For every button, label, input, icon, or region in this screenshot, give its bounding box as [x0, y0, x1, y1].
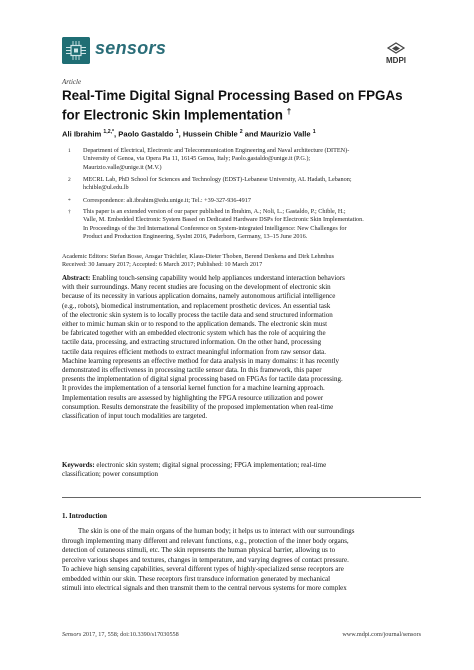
affiliation-mark: 2	[68, 177, 71, 183]
journal-logo	[62, 37, 90, 64]
abstract-line: (e.g., robots), biomedical instrumentation, and replacement prosthetic devices. An essential task	[62, 301, 331, 310]
abstract-line: be fabricated together with an embedded electronic system which has the role of acquiring the	[62, 329, 326, 338]
abstract-line: demonstrated its effectiveness in processing tactile sensor data. In this framework, this paper	[62, 366, 322, 375]
extended-version-mark: †	[68, 209, 71, 215]
abstract-line: presents the implementation of digital signal processing based on FPGAs for tactile data processing.	[62, 375, 343, 384]
keywords-line: electronic skin system; digital signal processing; FPGA implementation; real-time	[94, 461, 327, 469]
abstract-line: tactile data, processing, and extracting structured information. On the other hand, processing	[62, 338, 322, 347]
author-affiliation-mark: 1,2,*	[103, 129, 115, 135]
abstract-line: because of its necessity in various application domains, namely autonomous artificial intelligence	[62, 292, 336, 301]
affiliation-mark: 1	[68, 148, 71, 154]
publication-dates: Received: 30 January 2017; Accepted: 6 March 2017; Published: 10 March 2017	[62, 261, 263, 269]
author-affiliation-mark: 1	[175, 129, 179, 135]
correspondence-mark: *	[68, 198, 71, 204]
author-separator: and	[242, 129, 261, 139]
abstract-line: Enabling touch-sensing capability would help appliances understand interaction behaviors	[90, 274, 345, 282]
author-name: Maurizio Valle	[260, 129, 311, 139]
citation-details: 2017, 17, 558; doi:10.3390/s17030558	[81, 631, 179, 638]
mdpi-logo-icon	[381, 42, 411, 56]
footer-url[interactable]: www.mdpi.com/journal/sensors	[342, 631, 421, 638]
author-separator: ,	[114, 129, 119, 139]
abstract	[62, 274, 422, 421]
affiliation-line: Department of Electrical, Electronic and Telecommunication Engineering and Naval architecture (DITEN)-	[83, 147, 350, 154]
affiliation-line: MECRL Lab, PhD School for Sciences and Technology (EDST)-Lebanese University, AL Hadath, Lebanon;	[83, 176, 352, 183]
body-line: detection of cutaneous stimuli, etc. The skin represents the human physical barrier, allowing us to	[62, 546, 336, 554]
note-line: Valle, M. Embedded Electronic System Based on Dedicated Hardware DSPs for Electronic Skin Implementation.	[83, 216, 364, 224]
author-affiliation-mark: 2	[239, 129, 243, 135]
abstract-label: Abstract:	[62, 274, 91, 282]
author-name: Ali Ibrahim	[62, 129, 102, 139]
body-line: stimuli into electrical signals and then transmit them to the central nervous systems for more complex	[62, 584, 347, 592]
correspondence	[83, 197, 423, 205]
correspondence-line: Correspondence: ali.ibrahim@edu.unige.it; Tel.: +39-327-936-4917	[83, 197, 251, 204]
author-affiliation-mark: 1	[312, 129, 316, 135]
body-line: embedded within our skin. These receptors first transduce information generated by mechanical	[62, 574, 331, 583]
body-line: perceive various shapes and textures, changes in temperature, and varying degrees of contact pressure.	[62, 555, 349, 564]
body-line: The skin is one of the main organs of the human body; it helps us to interact with our surroundings	[78, 527, 355, 535]
title-footnote-mark: †	[286, 107, 292, 116]
publisher-logo	[381, 42, 411, 66]
abstract-line: tactile data requires efficient methods to extract meaningful information from raw sensor data.	[62, 347, 327, 356]
abstract-line: Implementation results are assessed by highlighting the FPGA resource utilization and power	[62, 393, 324, 402]
paper-title-text: Real-Time Digital Signal Processing Based on FPGAs for Electronic Skin Implementation	[62, 88, 403, 123]
introduction-paragraph	[62, 527, 422, 594]
paper-title	[62, 88, 422, 123]
section-heading: 1. Introduction	[62, 512, 107, 520]
abstract-line: It provides the implementation of a tensorial kernel function for a machine learning approach.	[62, 384, 325, 393]
citation-journal: Sensors	[62, 631, 82, 638]
journal-name: sensors	[95, 38, 167, 58]
abstract-line: consumption. Results demonstrate the feasibility of the proposed implementation when real-time	[62, 402, 334, 411]
abstract-line: with their surroundings. Many recent studies are focusing on the development of electronic skin	[62, 283, 331, 292]
keywords	[62, 461, 422, 479]
author-separator: ,	[178, 129, 183, 139]
affiliation-line: Maurizio.valle@unige.it (M.V.)	[83, 163, 162, 171]
note-line: In Proceedings of the 3rd International Conference on System-integrated Intelligence: New Challenges for	[83, 224, 347, 232]
article-type: Article	[62, 78, 82, 86]
affiliation-line: hchible@ul.edu.lb	[83, 184, 129, 192]
note-line: This paper is an extended version of our paper published in Ibrahim, A.; Noli, L.; Gastaldo, P.; Chible, H.;	[83, 208, 346, 215]
abstract-line: classification of input touch modalities are targeted.	[62, 412, 208, 421]
affiliation-2	[83, 176, 423, 193]
body-line: through implementing many different and relevant functions, e.g., protection of the inner body organs,	[62, 536, 349, 545]
extended-version-note	[83, 208, 423, 241]
author-name: Hussein Chible	[182, 129, 238, 139]
abstract-line: of the electronic skin system is to locally process the tactile data and send structured information	[62, 310, 333, 319]
author-name: Paolo Gastaldo	[118, 129, 174, 139]
keywords-label: Keywords:	[62, 461, 95, 469]
abstract-line: either to mimic human skin or to respond to the application demands. The electronic skin must	[62, 320, 328, 329]
affiliation-1	[83, 147, 423, 172]
section-divider	[62, 497, 421, 498]
abstract-line: Machine learning represents an effective method for data analysis in many domains: it has recently	[62, 356, 340, 365]
author-list	[62, 129, 316, 139]
sensors-chip-icon	[62, 37, 90, 64]
body-line: To achieve high sensing capabilities, several different types of highly-specialized sense receptors are	[62, 565, 344, 573]
publisher-name: MDPI	[386, 56, 406, 65]
affiliation-line: University of Genoa, via Opera Pia 11, 16145 Genoa, Italy; Paolo.gastaldo@unige.it (P.G.);	[83, 155, 311, 163]
footer-citation	[62, 631, 179, 638]
keywords-line: classification; power consumption	[62, 470, 159, 479]
editors-and-dates	[62, 253, 422, 270]
note-line: Product and Production Engineering, SysInt 2016, Paderborn, Germany, 13–15 June 2016.	[83, 232, 308, 240]
academic-editors: Academic Editors: Stefan Bosse, Ansgar Trächtler, Klaus-Dieter Thoben, Berend Denkena and Dirk Lehmhus	[62, 253, 334, 260]
